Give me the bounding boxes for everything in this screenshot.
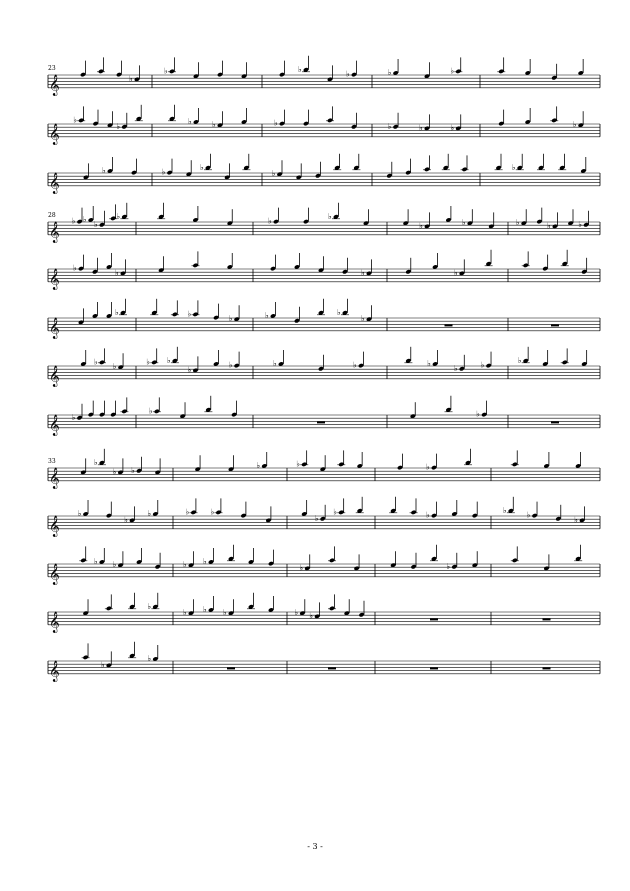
treble-clef-icon: 𝄞 — [49, 515, 60, 537]
flat-sign: ♭ — [93, 457, 98, 467]
whole-rest — [445, 324, 453, 326]
flat-sign: ♭ — [94, 357, 98, 367]
flat-sign: ♭ — [296, 459, 301, 469]
flat-sign: ♭ — [328, 211, 332, 221]
flat-sign: ♭ — [268, 216, 272, 226]
treble-clef-icon: 𝄞 — [49, 268, 60, 290]
flat-sign: ♭ — [223, 608, 227, 618]
staff — [48, 299, 600, 339]
flat-sign: ♭ — [426, 510, 430, 520]
treble-clef-icon: 𝄞 — [49, 414, 60, 436]
flat-sign: ♭ — [361, 268, 365, 278]
treble-clef-icon: 𝄞 — [49, 123, 60, 145]
flat-sign: ♭ — [314, 513, 319, 523]
treble-clef-icon: 𝄞 — [49, 611, 60, 633]
flat-sign: ♭ — [115, 268, 119, 278]
whole-rest — [430, 667, 438, 669]
staff — [48, 347, 600, 387]
flat-sign: ♭ — [274, 118, 278, 128]
measure-number: 28 — [48, 212, 56, 219]
flat-sign: ♭ — [578, 219, 582, 229]
flat-sign: ♭ — [515, 218, 520, 228]
flat-sign: ♭ — [73, 263, 77, 273]
flat-sign: ♭ — [71, 216, 76, 226]
flat-sign: ♭ — [572, 120, 577, 130]
flat-sign: ♭ — [200, 162, 204, 172]
flat-sign: ♭ — [147, 654, 152, 663]
flat-sign: ♭ — [187, 365, 192, 375]
flat-sign: ♭ — [353, 360, 357, 370]
whole-rest — [551, 324, 559, 326]
flat-sign: ♭ — [71, 412, 76, 422]
flat-sign: ♭ — [146, 357, 151, 367]
whole-rest — [430, 618, 438, 620]
whole-rest — [551, 421, 559, 423]
treble-clef-icon: 𝄞 — [49, 172, 60, 194]
flat-sign: ♭ — [265, 311, 269, 320]
system — [48, 203, 600, 436]
staff — [48, 250, 600, 290]
flat-sign: ♭ — [73, 115, 77, 125]
whole-rest — [543, 618, 551, 620]
staff — [48, 545, 600, 585]
flat-sign: ♭ — [426, 462, 430, 472]
treble-clef-icon: 𝄞 — [49, 365, 60, 387]
flat-sign: ♭ — [387, 121, 392, 131]
flat-sign: ♭ — [574, 515, 578, 525]
flat-sign: ♭ — [77, 509, 82, 518]
flat-sign: ♭ — [502, 505, 507, 515]
flat-sign: ♭ — [210, 507, 215, 517]
flat-sign: ♭ — [511, 162, 516, 172]
flat-sign: ♭ — [361, 314, 365, 324]
staff — [48, 56, 600, 96]
flat-sign: ♭ — [480, 360, 485, 370]
flat-sign: ♭ — [112, 560, 117, 570]
flat-sign: ♭ — [419, 221, 423, 231]
flat-sign: ♭ — [309, 611, 313, 621]
flat-sign: ♭ — [271, 169, 276, 179]
flat-sign: ♭ — [517, 355, 522, 365]
flat-sign: ♭ — [346, 69, 350, 79]
treble-clef-icon: 𝄞 — [49, 74, 60, 96]
flat-sign: ♭ — [453, 268, 458, 278]
flat-sign: ♭ — [273, 359, 277, 368]
flat-sign: ♭ — [164, 66, 168, 76]
treble-clef-icon: 𝄞 — [49, 317, 60, 339]
flat-sign: ♭ — [446, 561, 451, 571]
flat-sign: ♭ — [166, 355, 171, 365]
system — [48, 449, 600, 682]
flat-sign: ♭ — [94, 219, 98, 229]
flat-sign: ♭ — [476, 409, 480, 419]
flat-sign: ♭ — [419, 123, 423, 133]
flat-sign: ♭ — [161, 167, 166, 177]
treble-clef-icon: 𝄞 — [49, 563, 60, 585]
page-number: - 3 - — [307, 842, 323, 851]
flat-sign: ♭ — [131, 465, 135, 475]
flat-sign: ♭ — [100, 660, 105, 670]
measure-number: 23 — [48, 65, 56, 72]
flat-sign: ♭ — [333, 507, 338, 517]
flat-sign: ♭ — [298, 64, 302, 74]
flat-sign: ♭ — [112, 467, 117, 477]
flat-sign: ♭ — [124, 515, 128, 525]
flat-sign: ♭ — [102, 166, 106, 175]
flat-sign: ♭ — [115, 307, 119, 317]
flat-sign: ♭ — [203, 605, 207, 614]
flat-sign: ♭ — [427, 359, 431, 368]
flat-sign: ♭ — [93, 557, 98, 566]
systems-layer — [48, 56, 600, 682]
staff — [48, 593, 600, 633]
flat-sign: ♭ — [461, 218, 466, 228]
flat-sign: ♭ — [453, 363, 458, 373]
flat-sign: ♭ — [450, 123, 455, 133]
system — [48, 56, 600, 194]
flat-sign: ♭ — [228, 360, 233, 370]
flat-sign: ♭ — [116, 211, 121, 221]
flat-sign: ♭ — [387, 68, 392, 77]
flat-sign: ♭ — [547, 221, 551, 231]
flat-sign: ♭ — [299, 563, 304, 573]
whole-rest — [328, 667, 336, 669]
whole-rest — [543, 667, 551, 669]
flat-sign: ♭ — [526, 510, 531, 520]
flat-sign: ♭ — [256, 461, 261, 470]
flat-sign: ♭ — [183, 560, 187, 570]
flat-sign: ♭ — [450, 66, 455, 76]
staff — [48, 154, 600, 194]
flat-sign: ♭ — [212, 120, 216, 130]
treble-clef-icon: 𝄞 — [49, 221, 60, 243]
whole-rest — [227, 667, 235, 669]
flat-sign: ♭ — [294, 608, 299, 618]
flat-sign: ♭ — [228, 314, 233, 324]
flat-sign: ♭ — [187, 309, 192, 319]
measure-number: 33 — [48, 458, 56, 465]
treble-clef-icon: 𝄞 — [49, 660, 60, 682]
flat-sign: ♭ — [112, 362, 117, 372]
staff — [48, 203, 600, 243]
staff — [48, 497, 600, 537]
staff — [48, 396, 600, 436]
staff — [48, 105, 600, 145]
treble-clef-icon: 𝄞 — [49, 467, 60, 489]
staff — [48, 642, 600, 682]
flat-sign: ♭ — [188, 117, 192, 126]
flat-sign: ♭ — [203, 557, 207, 566]
flat-sign: ♭ — [337, 307, 341, 317]
flat-sign: ♭ — [129, 74, 133, 84]
whole-rest — [317, 421, 325, 423]
flat-sign: ♭ — [147, 509, 152, 518]
staff — [48, 449, 600, 489]
flat-sign: ♭ — [82, 215, 87, 224]
flat-sign: ♭ — [147, 601, 152, 611]
flat-sign: ♭ — [185, 507, 190, 517]
flat-sign: ♭ — [148, 406, 153, 416]
flat-sign: ♭ — [116, 121, 121, 131]
flat-sign: ♭ — [183, 608, 187, 618]
